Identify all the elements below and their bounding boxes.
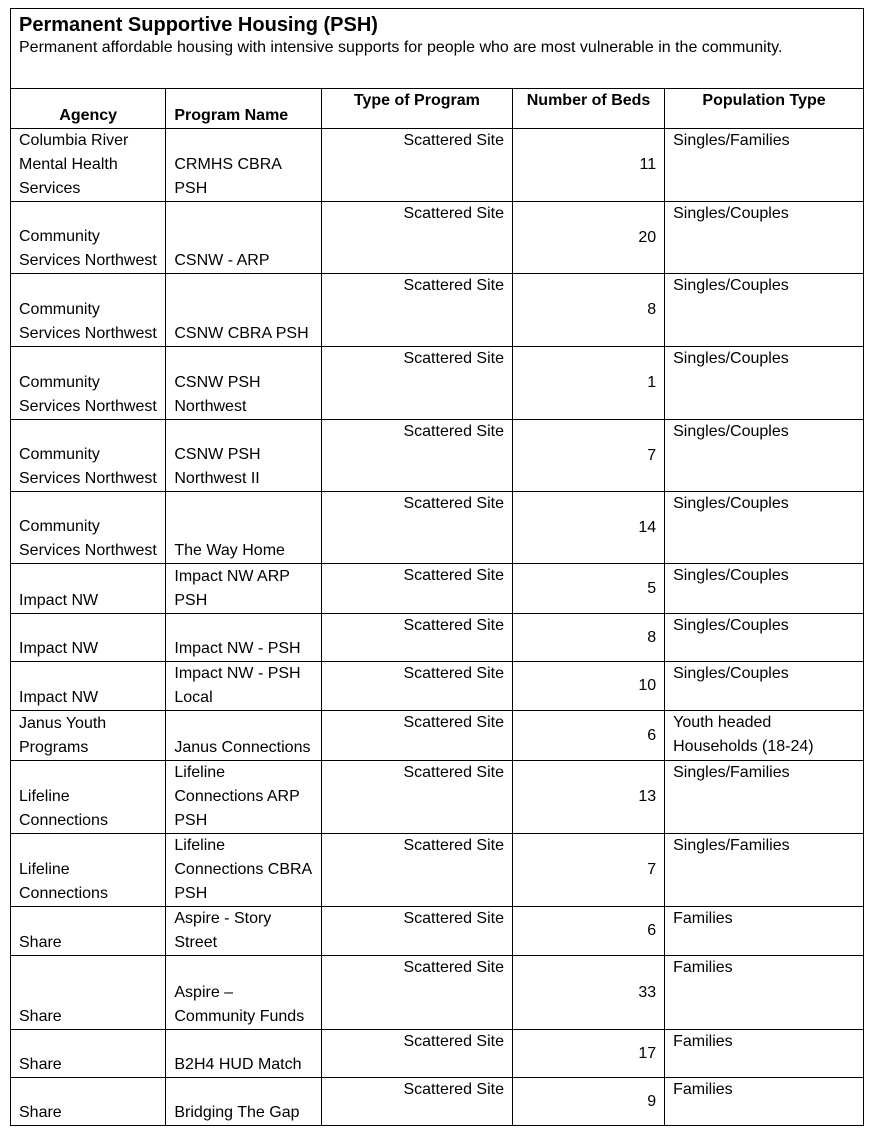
cell-population: Singles/Families: [665, 129, 864, 202]
cell-agency: Share: [11, 956, 166, 1030]
table-row: [11, 129, 864, 202]
cell-agency: Share: [11, 907, 166, 956]
column-header-population-type: Population Type: [665, 89, 864, 129]
cell-beds: 11: [512, 129, 664, 202]
cell-type: Scattered Site: [321, 564, 512, 614]
cell-agency: Columbia River Mental Health Services: [11, 129, 166, 202]
cell-population: Singles/Couples: [665, 202, 864, 274]
table-row: [11, 761, 864, 834]
cell-population: Singles/Couples: [665, 274, 864, 347]
cell-agency: Lifeline Connections: [11, 834, 166, 907]
cell-program: B2H4 HUD Match: [166, 1030, 321, 1078]
cell-program: CSNW PSH Northwest: [166, 347, 321, 420]
cell-beds: 7: [512, 420, 664, 492]
cell-program: CRMHS CBRA PSH: [166, 129, 321, 202]
cell-type: Scattered Site: [321, 129, 512, 202]
cell-type: Scattered Site: [321, 492, 512, 564]
cell-type: Scattered Site: [321, 956, 512, 1030]
cell-program: Janus Connections: [166, 711, 321, 761]
table-row: [11, 347, 864, 420]
cell-type: Scattered Site: [321, 711, 512, 761]
table-row: [11, 711, 864, 761]
cell-type: Scattered Site: [321, 1078, 512, 1126]
cell-population: Singles/Couples: [665, 420, 864, 492]
cell-population: Families: [665, 907, 864, 956]
table-row: [11, 834, 864, 907]
cell-beds: 6: [512, 711, 664, 761]
cell-program: Impact NW - PSH: [166, 614, 321, 662]
cell-beds: 13: [512, 761, 664, 834]
table-row: [11, 420, 864, 492]
cell-program: Impact NW ARP PSH: [166, 564, 321, 614]
cell-program: Lifeline Connections CBRA PSH: [166, 834, 321, 907]
cell-agency: Share: [11, 1078, 166, 1126]
cell-type: Scattered Site: [321, 907, 512, 956]
section-header: [10, 8, 864, 88]
table-row: [11, 1030, 864, 1078]
cell-population: Families: [665, 1030, 864, 1078]
cell-population: Singles/Families: [665, 834, 864, 907]
column-header-type-of-program: Type of Program: [321, 89, 512, 129]
cell-type: Scattered Site: [321, 1030, 512, 1078]
cell-agency: Community Services Northwest: [11, 202, 166, 274]
cell-agency: Community Services Northwest: [11, 420, 166, 492]
cell-beds: 7: [512, 834, 664, 907]
cell-population: Families: [665, 1078, 864, 1126]
table-row: [11, 564, 864, 614]
cell-agency: Community Services Northwest: [11, 347, 166, 420]
cell-agency: Community Services Northwest: [11, 274, 166, 347]
cell-population: Youth headed Households (18-24): [665, 711, 864, 761]
cell-beds: 5: [512, 564, 664, 614]
cell-program: Bridging The Gap: [166, 1078, 321, 1126]
table-row: [11, 492, 864, 564]
cell-population: Singles/Couples: [665, 564, 864, 614]
cell-program: Lifeline Connections ARP PSH: [166, 761, 321, 834]
cell-program: Impact NW - PSH Local: [166, 662, 321, 711]
cell-program: Aspire – Community Funds: [166, 956, 321, 1030]
cell-agency: Impact NW: [11, 662, 166, 711]
section-title: Permanent Supportive Housing (PSH): [19, 14, 378, 36]
cell-beds: 9: [512, 1078, 664, 1126]
cell-beds: 1: [512, 347, 664, 420]
cell-population: Families: [665, 956, 864, 1030]
cell-agency: Lifeline Connections: [11, 761, 166, 834]
table-header-row: [11, 89, 864, 129]
cell-population: Singles/Families: [665, 761, 864, 834]
cell-type: Scattered Site: [321, 420, 512, 492]
cell-beds: 6: [512, 907, 664, 956]
cell-population: Singles/Couples: [665, 492, 864, 564]
table-row: [11, 1078, 864, 1126]
cell-beds: 8: [512, 274, 664, 347]
cell-program: The Way Home: [166, 492, 321, 564]
cell-program: CSNW CBRA PSH: [166, 274, 321, 347]
cell-agency: Janus Youth Programs: [11, 711, 166, 761]
cell-beds: 14: [512, 492, 664, 564]
cell-population: Singles/Couples: [665, 347, 864, 420]
cell-program: CSNW PSH Northwest II: [166, 420, 321, 492]
cell-beds: 20: [512, 202, 664, 274]
section-description: Permanent affordable housing with intensive supports for people who are most vulnerable in the community.: [19, 39, 783, 56]
table-row: [11, 907, 864, 956]
table-row: [11, 274, 864, 347]
psh-document: [10, 8, 864, 1126]
cell-type: Scattered Site: [321, 662, 512, 711]
cell-type: Scattered Site: [321, 202, 512, 274]
column-header-program-name: Program Name: [166, 89, 321, 129]
cell-program: Aspire - Story Street: [166, 907, 321, 956]
cell-beds: 10: [512, 662, 664, 711]
table-row: [11, 614, 864, 662]
column-header-agency: Agency: [11, 89, 166, 129]
cell-type: Scattered Site: [321, 761, 512, 834]
housing-table: [10, 88, 864, 1126]
cell-type: Scattered Site: [321, 614, 512, 662]
table-row: [11, 956, 864, 1030]
cell-beds: 8: [512, 614, 664, 662]
cell-agency: Impact NW: [11, 614, 166, 662]
cell-population: Singles/Couples: [665, 662, 864, 711]
cell-beds: 33: [512, 956, 664, 1030]
cell-population: Singles/Couples: [665, 614, 864, 662]
cell-program: CSNW - ARP: [166, 202, 321, 274]
cell-beds: 17: [512, 1030, 664, 1078]
column-header-number-of-beds: Number of Beds: [512, 89, 664, 129]
table-row: [11, 662, 864, 711]
cell-type: Scattered Site: [321, 347, 512, 420]
cell-type: Scattered Site: [321, 274, 512, 347]
cell-agency: Impact NW: [11, 564, 166, 614]
table-row: [11, 202, 864, 274]
cell-agency: Share: [11, 1030, 166, 1078]
cell-type: Scattered Site: [321, 834, 512, 907]
cell-agency: Community Services Northwest: [11, 492, 166, 564]
